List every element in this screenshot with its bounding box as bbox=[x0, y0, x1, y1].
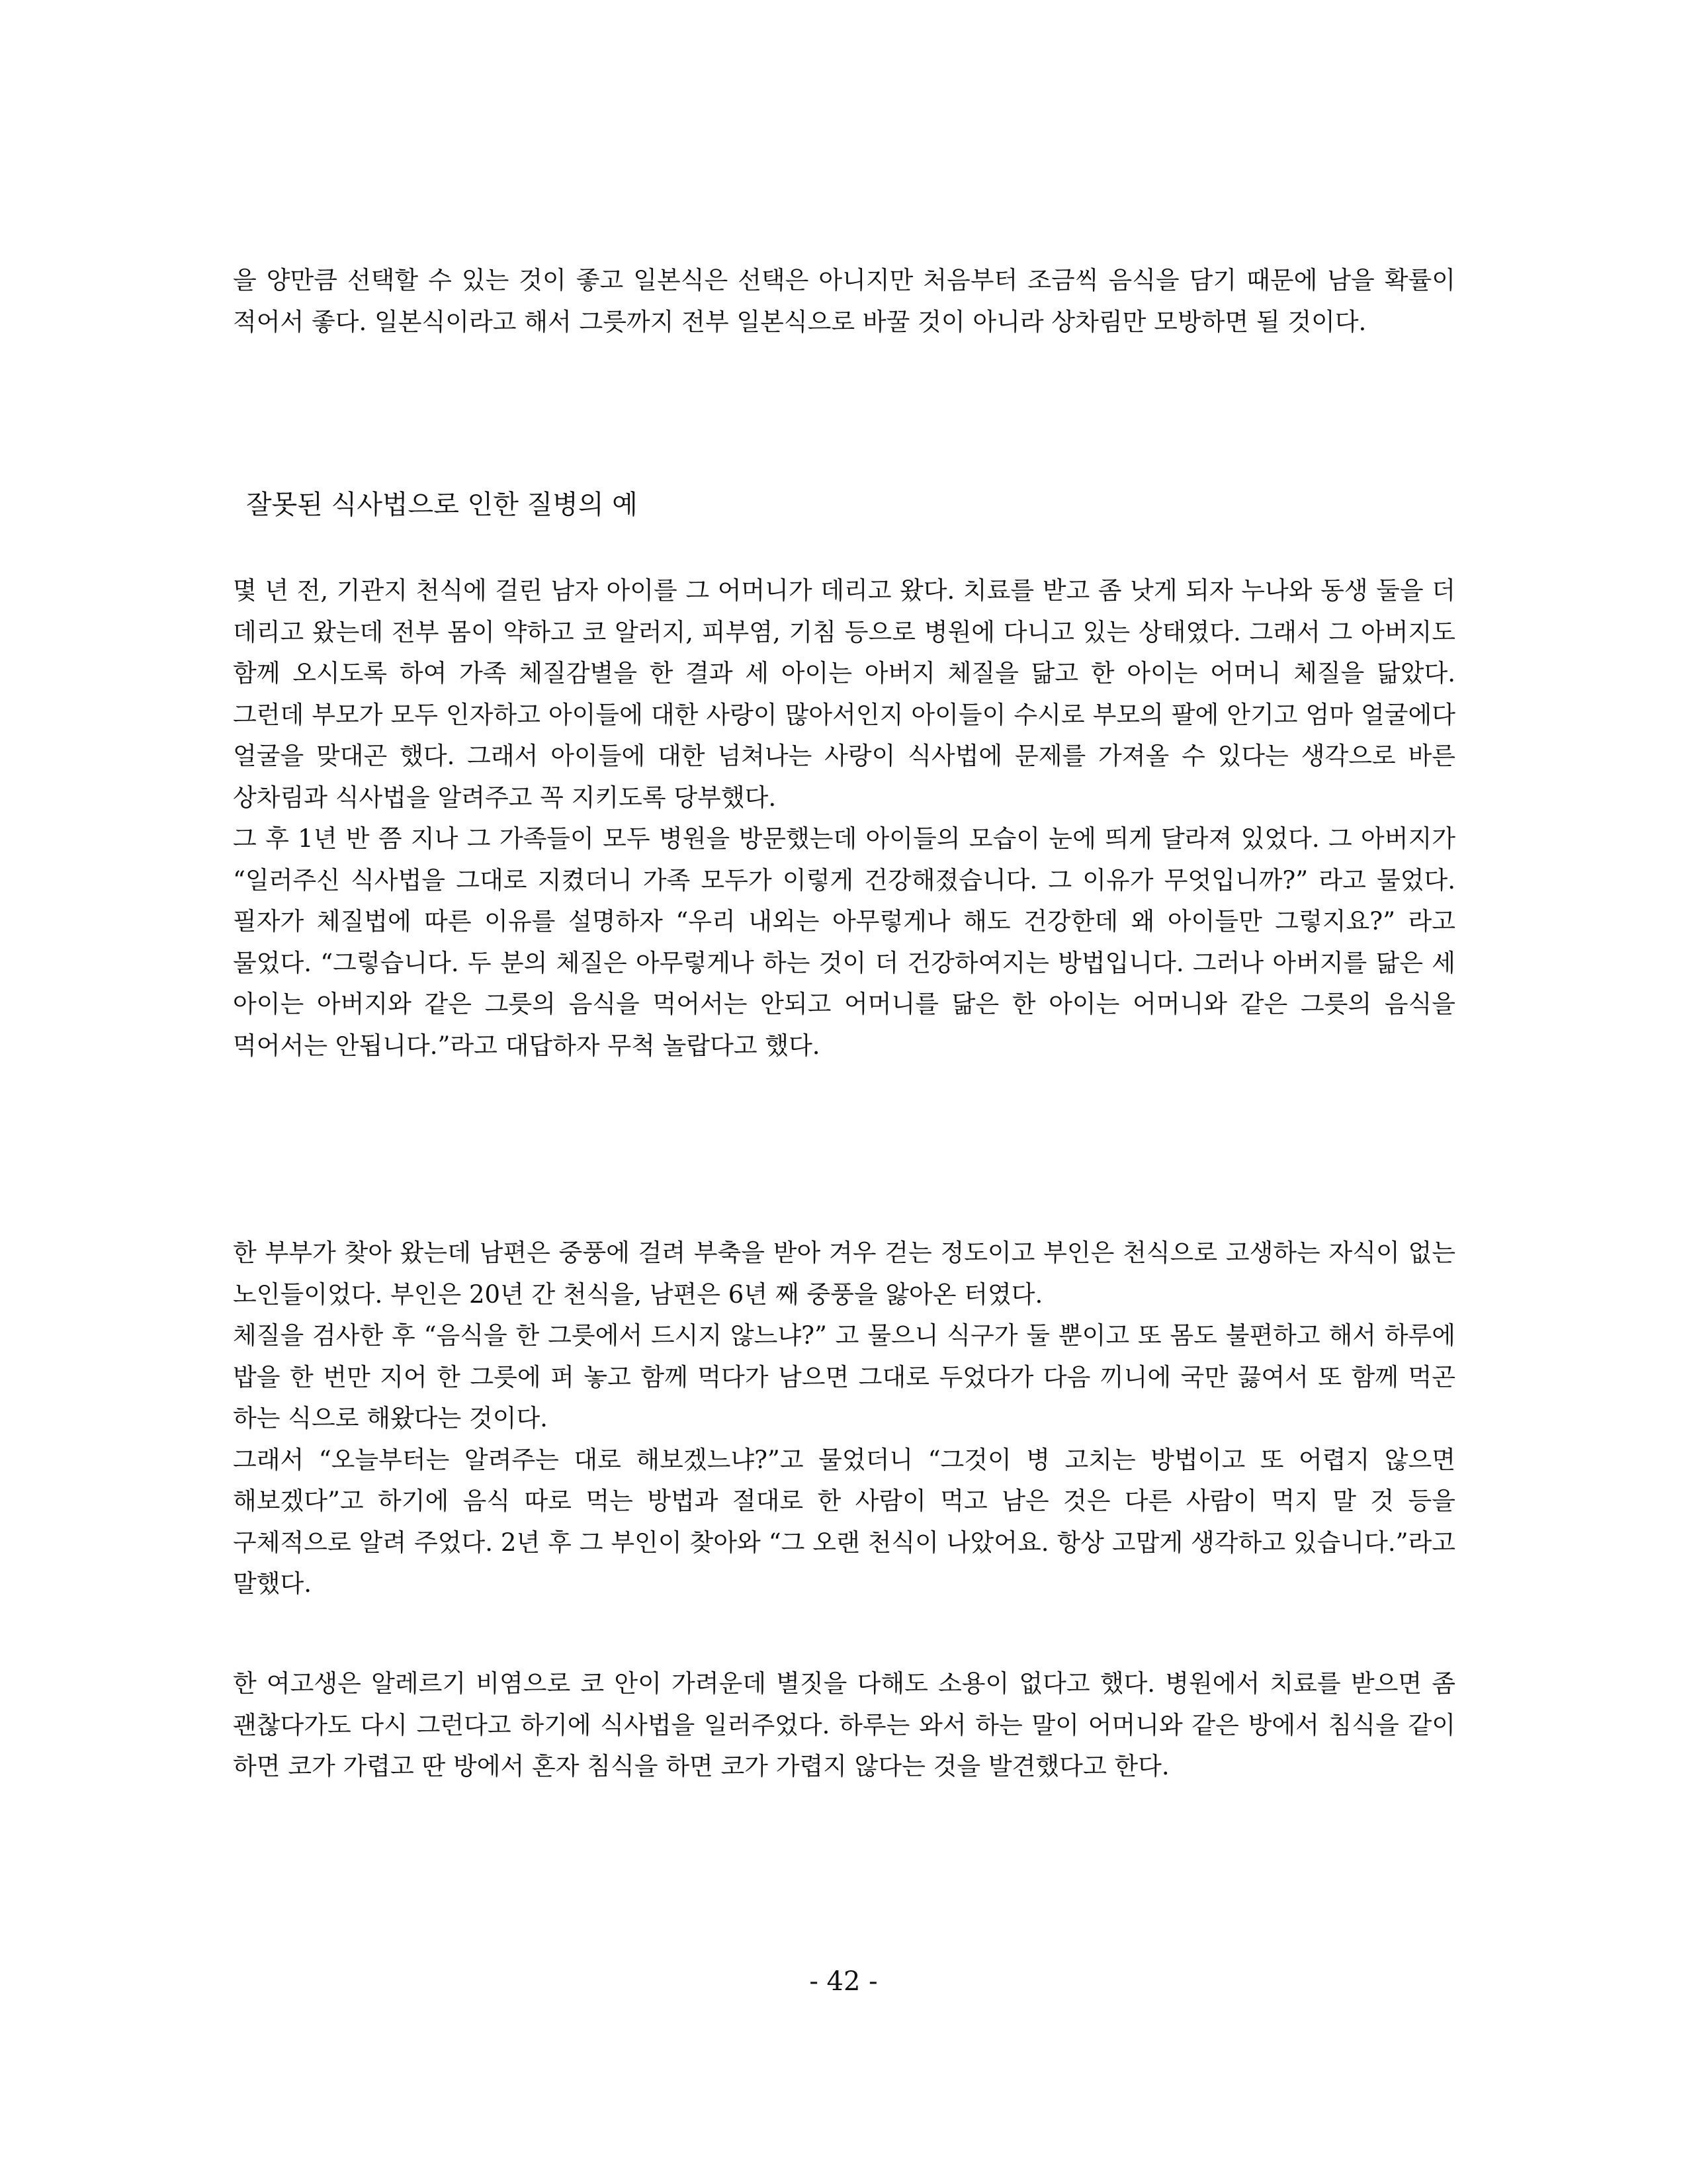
intro-block bbox=[233, 260, 1455, 343]
case3-paragraph-1: 한 여고생은 알레르기 비염으로 코 안이 가려운데 별짓을 다해도 소용이 없다고 했다. 병원에서 치료를 받으면 좀 괜찮다가도 다시 그런다고 하기에 식사법을 일러주었다. 하루는 와서 하는 말이 어머니와 같은 방에서 침식을 같이 하면 코가 가렵고 딴 방에서 혼자 침식을 하면 코가 가렵지 않다는 것을 발견했다고 한다. bbox=[233, 1669, 1455, 1780]
case1-block bbox=[233, 570, 1455, 1067]
case2-paragraph-3: 그래서 “오늘부터는 알려주는 대로 해보겠느냐?”고 물었더니 “그것이 병 고치는 방법이고 또 어렵지 않으면 해보겠다”고 하기에 음식 따로 먹는 방법과 절대로 한 사람이 먹고 남은 것은 다른 사람이 먹지 말 것 등을 구체적으로 알려 주었다. 2년 후 그 부인이 찾아와 “그 오랜 천식이 나았어요. 항상 고맙게 생각하고 있습니다.”라고 말했다. bbox=[233, 1445, 1455, 1598]
case2-paragraph-1: 한 부부가 찾아 왔는데 남편은 중풍에 걸려 부축을 받아 겨우 걷는 정도이고 부인은 천식으로 고생하는 자식이 없는 노인들이었다. 부인은 20년 간 천식을, 남편은 6년 째 중풍을 앓아온 터였다. bbox=[233, 1239, 1455, 1309]
case3-block bbox=[233, 1663, 1455, 1788]
case2-paragraph-2: 체질을 검사한 후 “음식을 한 그릇에서 드시지 않느냐?” 고 물으니 식구가 둘 뿐이고 또 몸도 불편하고 해서 하루에 밥을 한 번만 지어 한 그릇에 퍼 놓고 함께 먹다가 남으면 그대로 두었다가 다음 끼니에 국만 끓여서 또 함께 먹곤 하는 식으로 해왔다는 것이다. bbox=[233, 1321, 1455, 1432]
case2-block bbox=[233, 1233, 1455, 1605]
case1-paragraph-2: 그 후 1년 반 쯤 지나 그 가족들이 모두 병원을 방문했는데 아이들의 모습이 눈에 띄게 달라져 있었다. 그 아버지가 “일러주신 식사법을 그대로 지켰더니 가족 모두가 이렇게 건강해졌습니다. 그 이유가 무엇입니까?” 라고 물었다. 필자가 체질법에 따른 이유를 설명하자 “우리 내외는 아무렇게나 해도 건강한데 왜 아이들만 그렇지요?” 라고 물었다. “그렇습니다. 두 분의 체질은 아무렇게나 하는 것이 더 건강하여지는 방법입니다. 그러나 아버지를 닮은 세 아이는 아버지와 같은 그릇의 음식을 먹어서는 안되고 어머니를 닮은 한 아이는 어머니와 같은 그릇의 음식을 먹어서는 안됩니다.”라고 대답하자 무척 놀랍다고 했다. bbox=[233, 824, 1455, 1060]
section-heading: 잘못된 식사법으로 인한 질병의 예 bbox=[246, 490, 638, 520]
case1-paragraph-1: 몇 년 전, 기관지 천식에 걸린 남자 아이를 그 어머니가 데리고 왔다. 치료를 받고 좀 낫게 되자 누나와 동생 둘을 더 데리고 왔는데 전부 몸이 약하고 코 알러지, 피부염, 기침 등으로 병원에 다니고 있는 상태였다. 그래서 그 아버지도 함께 오시도록 하여 가족 체질감별을 한 결과 세 아이는 아버지 체질을 닮고 한 아이는 어머니 체질을 닮았다. 그런데 부모가 모두 인자하고 아이들에 대한 사랑이 많아서인지 아이들이 수시로 부모의 팔에 안기고 엄마 얼굴에다 얼굴을 맞대곤 했다. 그래서 아이들에 대한 넘쳐나는 사랑이 식사법에 문제를 가져올 수 있다는 생각으로 바른 상차림과 식사법을 알려주고 꼭 지키도록 당부했다. bbox=[233, 576, 1455, 812]
page-number: - 42 - bbox=[809, 1966, 878, 1997]
intro-paragraph: 을 양만큼 선택할 수 있는 것이 좋고 일본식은 선택은 아니지만 처음부터 조금씩 음식을 담기 때문에 남을 확률이 적어서 좋다. 일본식이라고 해서 그릇까지 전부 일본식으로 바꿀 것이 아니라 상차림만 모방하면 될 것이다. bbox=[233, 266, 1455, 336]
